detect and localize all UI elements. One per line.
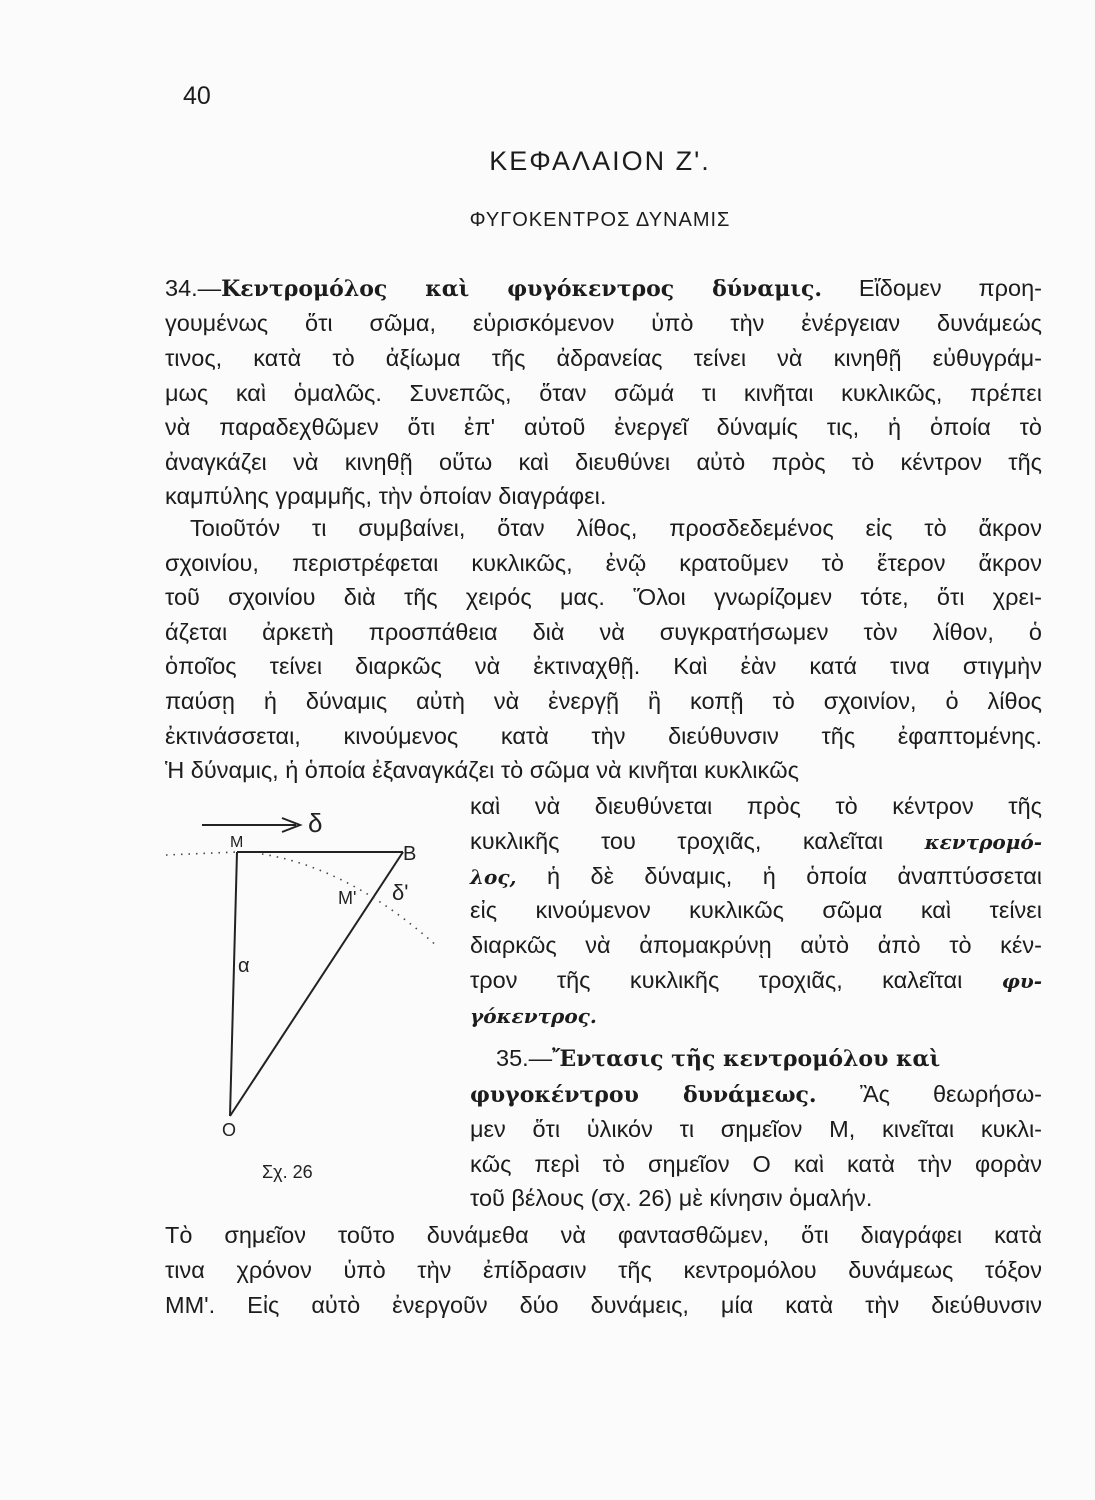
text-run: Τὸ σημεῖον τοῦτο δυνάμεθα νὰ φαντασθῶμεν, ὅτι διαγράφει κατὰ bbox=[165, 1222, 1042, 1248]
text-line bbox=[165, 1218, 1042, 1252]
text-line bbox=[470, 789, 1042, 823]
text-line bbox=[165, 1288, 1042, 1322]
text-run: καμπύλης γραμμῆς, τὴν ὁποίαν διαγράφει. bbox=[165, 483, 607, 509]
text-run: τινα χρόνον ὑπὸ τὴν ἐπίδρασιν τῆς κεντρομόλου δυνάμεως τόξον bbox=[165, 1257, 1042, 1283]
figure-caption: Σχ. 26 bbox=[262, 1162, 313, 1182]
text-line bbox=[165, 341, 1042, 375]
chapter-title: ΚΕΦΑΛΑΙΟΝ Ζ'. bbox=[489, 146, 711, 176]
label-alpha: α bbox=[238, 955, 250, 977]
text-line bbox=[496, 1041, 1042, 1075]
text-run: παύσῃ ἡ δύναμις αὐτὴ νὰ ἐνεργῇ ἢ κοπῇ τὸ σχοινίον, ὁ λίθος bbox=[165, 688, 1042, 714]
text-line bbox=[470, 859, 1042, 893]
text-line bbox=[470, 928, 1042, 962]
text-line bbox=[165, 546, 1042, 580]
text-run: κῶς περὶ τὸ σημεῖον Ο καὶ κατὰ τὴν φορὰν bbox=[470, 1151, 1042, 1177]
text-run: μως καὶ ὁμαλῶς. Συνεπῶς, ὅταν σῶμά τι κινῆται κυκλικῶς, πρέπει bbox=[165, 380, 1042, 406]
text-line bbox=[165, 479, 1042, 513]
text-line bbox=[165, 615, 1042, 649]
text-run: σχοινίου, περιστρέφεται κυκλικῶς, ἐνῷ κρατοῦμεν τὸ ἕτερον ἄκρον bbox=[165, 550, 1042, 576]
text-line bbox=[165, 649, 1042, 683]
text-run: μεν ὅτι ὑλικόν τι σημεῖον Μ, κινεῖται κυκλι- bbox=[470, 1116, 1042, 1142]
text-line bbox=[470, 1077, 1042, 1111]
text-run: γουμένως ὅτι σῶμα, εὑρισκόμενον ὑπὸ τὴν ἐνέργειαν δυνάμεώς bbox=[165, 310, 1042, 336]
text-line bbox=[165, 719, 1042, 753]
bold-heading-run: φυγοκέντρου δυνάμεως. bbox=[470, 1082, 817, 1108]
text-line bbox=[165, 445, 1042, 479]
text-run: τοῦ σχοινίου διὰ τῆς χειρός μας. Ὅλοι γνωρίζομεν τότε, ὅτι χρει- bbox=[165, 584, 1042, 610]
text-run: ἀναγκάζει νὰ κινηθῇ οὕτω καὶ διευθύνει αὐτὸ πρὸς τὸ κέντρον τῆς bbox=[165, 449, 1042, 475]
text-line bbox=[470, 1181, 1042, 1215]
text-line bbox=[165, 684, 1042, 718]
bold-italic-term: φυ- bbox=[1001, 969, 1042, 993]
bold-heading-run: Ἔντασις τῆς κεντρομόλου καὶ bbox=[552, 1046, 941, 1072]
bold-italic-term: γόκεντρος. bbox=[470, 1004, 597, 1028]
dotted-tangent bbox=[166, 852, 237, 855]
text-line bbox=[165, 306, 1042, 340]
segment-OB bbox=[230, 852, 403, 1116]
text-run: τοῦ βέλους (σχ. 26) μὲ κίνησιν ὁμαλήν. bbox=[470, 1185, 873, 1211]
section-title: ΦΥΓΟΚΕΝΤΡΟΣ ΔΥΝΑΜΙΣ bbox=[469, 209, 731, 231]
text-line bbox=[165, 1253, 1042, 1287]
text-line bbox=[165, 376, 1042, 410]
text-run: κυκλικῆς του τροχιᾶς, καλεῖται bbox=[470, 828, 925, 854]
text-line bbox=[165, 753, 1042, 787]
text-run: διαρκῶς νὰ ἀπομακρύνῃ αὐτὸ ἀπὸ τὸ κέν- bbox=[470, 932, 1042, 958]
text-run: Εἴδομεν προη- bbox=[822, 275, 1042, 301]
text-run: ΜΜ'. Εἰς αὐτὸ ἐνεργοῦν δύο δυνάμεις, μία κατὰ τὴν διεύθυνσιν bbox=[165, 1292, 1042, 1318]
segment-MO bbox=[230, 852, 237, 1116]
text-line bbox=[165, 271, 1042, 305]
text-run: ἡ δὲ δύναμις, ἡ ὁποία ἀναπτύσσεται bbox=[516, 863, 1042, 889]
page-number: 40 bbox=[183, 82, 211, 110]
label-delta: δ bbox=[308, 808, 323, 838]
label-B: Β bbox=[403, 843, 417, 865]
bold-heading-run: Κεντρομόλος καὶ φυγόκεντρος δύναμις. bbox=[221, 276, 823, 302]
label-O: Ο bbox=[222, 1120, 237, 1140]
text-run: άζεται ἀρκετὴ προσπάθεια διὰ νὰ συγκρατήσωμεν τὸν λίθον, ὁ bbox=[165, 619, 1042, 645]
text-run: Τοιοῦτόν τι συμβαίνει, ὅταν λίθος, προσδεδεμένος εἰς τὸ ἄκρον bbox=[190, 515, 1042, 541]
text-run: τινος, κατὰ τὸ ἀξίωμα τῆς ἀδρανείας τείνει νὰ κινηθῇ εὐθυγράμ- bbox=[165, 345, 1042, 371]
text-line bbox=[470, 824, 1042, 858]
text-run: καὶ νὰ διευθύνεται πρὸς τὸ κέντρον τῆς bbox=[470, 793, 1042, 819]
text-run: τρον τῆς κυκλικῆς τροχιᾶς, καλεῖται bbox=[470, 967, 1002, 993]
text-line bbox=[470, 1112, 1042, 1146]
text-line bbox=[470, 1147, 1042, 1181]
label-M-prime: Μ' bbox=[338, 888, 357, 908]
text-line bbox=[470, 963, 1042, 997]
text-line bbox=[190, 511, 1042, 545]
text-run: 34.— bbox=[165, 275, 222, 301]
bold-italic-term: κεντρομό- bbox=[924, 830, 1042, 854]
text-run: ὁποῖος τείνει διαρκῶς νὰ ἐκτιναχθῇ. Καὶ ἐὰν κατά τινα στιγμὴν bbox=[165, 653, 1042, 679]
text-line bbox=[165, 580, 1042, 614]
text-run: νὰ παραδεχθῶμεν ὅτι ἐπ' αὐτοῦ ἐνεργεῖ δύναμίς τις, ἡ ὁποία τὸ bbox=[165, 414, 1042, 440]
label-M: Μ bbox=[230, 834, 244, 851]
label-delta-prime: δ' bbox=[392, 880, 409, 905]
text-run: 35.— bbox=[496, 1045, 553, 1071]
text-run: Ἂς θεωρήσω- bbox=[816, 1081, 1042, 1107]
text-run: εἰς κινούμενον κυκλικῶς σῶμα καὶ τείνει bbox=[470, 897, 1042, 923]
text-line bbox=[470, 998, 1042, 1032]
text-line bbox=[470, 893, 1042, 927]
bold-italic-term: λος, bbox=[470, 865, 517, 889]
figure-26-diagram bbox=[150, 800, 470, 1190]
text-run: ἐκτινάσσεται, κινούμενος κατὰ τὴν διεύθυνσιν τῆς ἐφαπτομένης. bbox=[165, 723, 1042, 749]
text-run: Ἡ δύναμις, ἡ ὁποία ἐξαναγκάζει τὸ σῶμα νὰ κινῆται κυκλικῶς bbox=[165, 757, 799, 783]
text-line bbox=[165, 410, 1042, 444]
